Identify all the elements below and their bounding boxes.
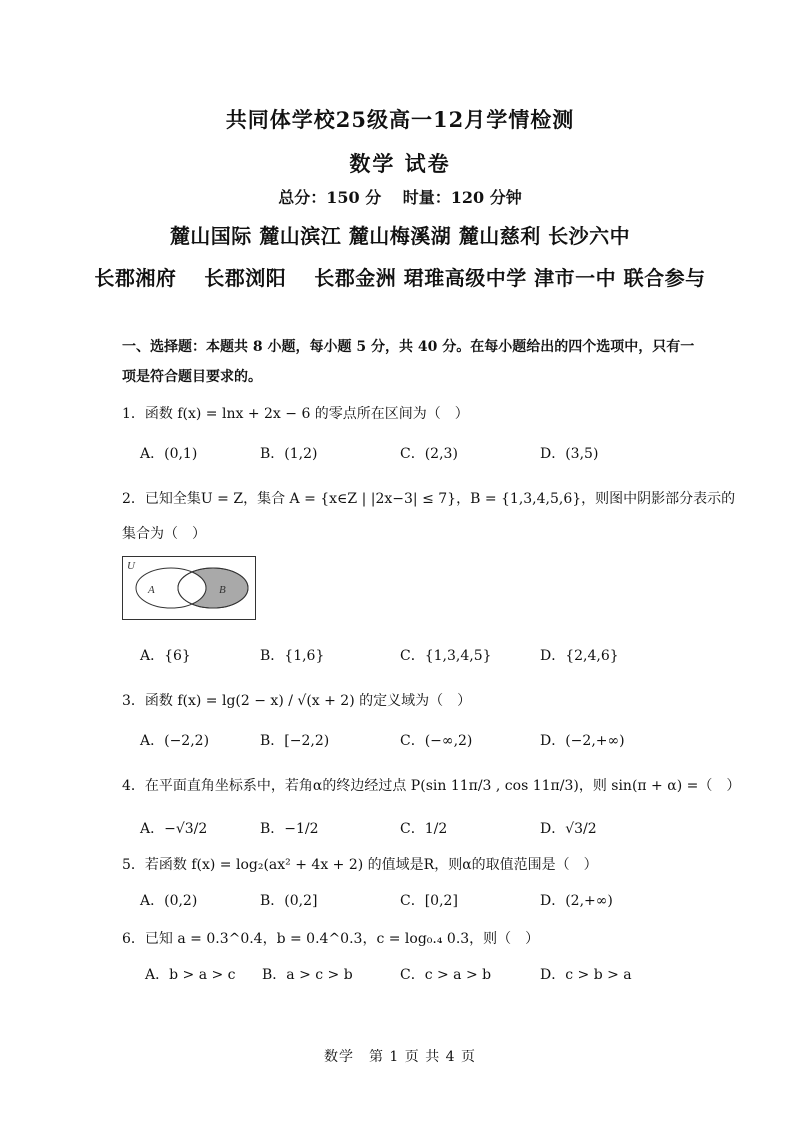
q4-option-d: D．√3/2 [540, 821, 597, 837]
q6-option-d: D．c > b > a [540, 967, 632, 983]
q4-option-a: A．−√3/2 [140, 821, 208, 837]
q5-option-a: A．(0,2) [140, 893, 198, 909]
question-2-stem: 2．已知全集U = Z，集合 A = {x∈Z | |2x−3| ≤ 7}，B = {1,3,4,5,6}，则图中阴影部分表示的 [122, 491, 736, 507]
exam-subject: 数学 试卷 [349, 151, 451, 176]
q1-option-a: A．(0,1) [140, 446, 198, 462]
question-3-stem: 3．函数 f(x) = lg(2 − x) / √(x + 2) 的定义域为（ ） [122, 693, 472, 709]
exam-title: 共同体学校25级高一12月学情检测 [225, 107, 575, 132]
q2-option-c: C．{1,3,4,5} [400, 648, 492, 664]
section-heading-line1: 一、选择题：本题共 8 小题，每小题 5 分，共 40 分。在每小题给出的四个选项中，只有一 [122, 339, 695, 355]
q3-option-b: B．[−2,2) [260, 733, 330, 749]
q1-option-c: C．(2,3) [400, 446, 458, 462]
q5-option-b: B．(0,2] [260, 893, 318, 909]
q2-option-b: B．{1,6} [260, 648, 325, 664]
venn-label-a: A [148, 584, 155, 596]
schools-line-2: 长郡湘府 长郡浏阳 长郡金洲 珺琟高级中学 津市一中 联合参与 [94, 266, 706, 290]
schools-line-1: 麓山国际 麓山滨江 麓山梅溪湖 麓山慈利 长沙六中 [169, 224, 631, 248]
venn-label-u: U [127, 560, 135, 572]
q6-option-c: C．c > a > b [400, 967, 492, 983]
q5-option-c: C．[0,2] [400, 893, 458, 909]
venn-diagram [122, 556, 256, 620]
question-6-stem: 6．已知 a = 0.3^0.4，b = 0.4^0.3，c = log₀.₄ 0.3，则（ ） [122, 931, 540, 947]
q3-option-c: C．(−∞,2) [400, 733, 473, 749]
q2-option-a: A．{6} [140, 648, 191, 664]
q4-option-c: C．1/2 [400, 821, 448, 837]
question-1-stem: 1．函数 f(x) = lnx + 2x − 6 的零点所在区间为（ ） [122, 406, 469, 422]
exam-info: 总分：150 分 时量：120 分钟 [278, 188, 522, 207]
venn-label-b: B [219, 584, 226, 596]
section-heading-line2: 项是符合题目要求的。 [122, 369, 262, 385]
q3-option-a: A．(−2,2) [140, 733, 210, 749]
q1-option-d: D．(3,5) [540, 446, 599, 462]
q3-option-d: D．(−2,+∞) [540, 733, 625, 749]
question-2-stem-cont: 集合为（ ） [122, 526, 206, 542]
q4-option-b: B．−1/2 [260, 821, 319, 837]
q6-option-a: A．b > a > c [145, 967, 236, 983]
question-4-stem: 4．在平面直角坐标系中，若角α的终边经过点 P(sin 11π/3 , cos 11π/3)，则 sin(π + α) =（ ） [122, 778, 741, 794]
q2-option-d: D．{2,4,6} [540, 648, 619, 664]
q6-option-b: B．a > c > b [262, 967, 353, 983]
q1-option-b: B．(1,2) [260, 446, 318, 462]
question-5-stem: 5．若函数 f(x) = log₂(ax² + 4x + 2) 的值域是R，则α的取值范围是（ ） [122, 857, 598, 873]
q5-option-d: D．(2,+∞) [540, 893, 613, 909]
page-footer: 数学 第 1 页 共 4 页 [323, 1049, 477, 1065]
